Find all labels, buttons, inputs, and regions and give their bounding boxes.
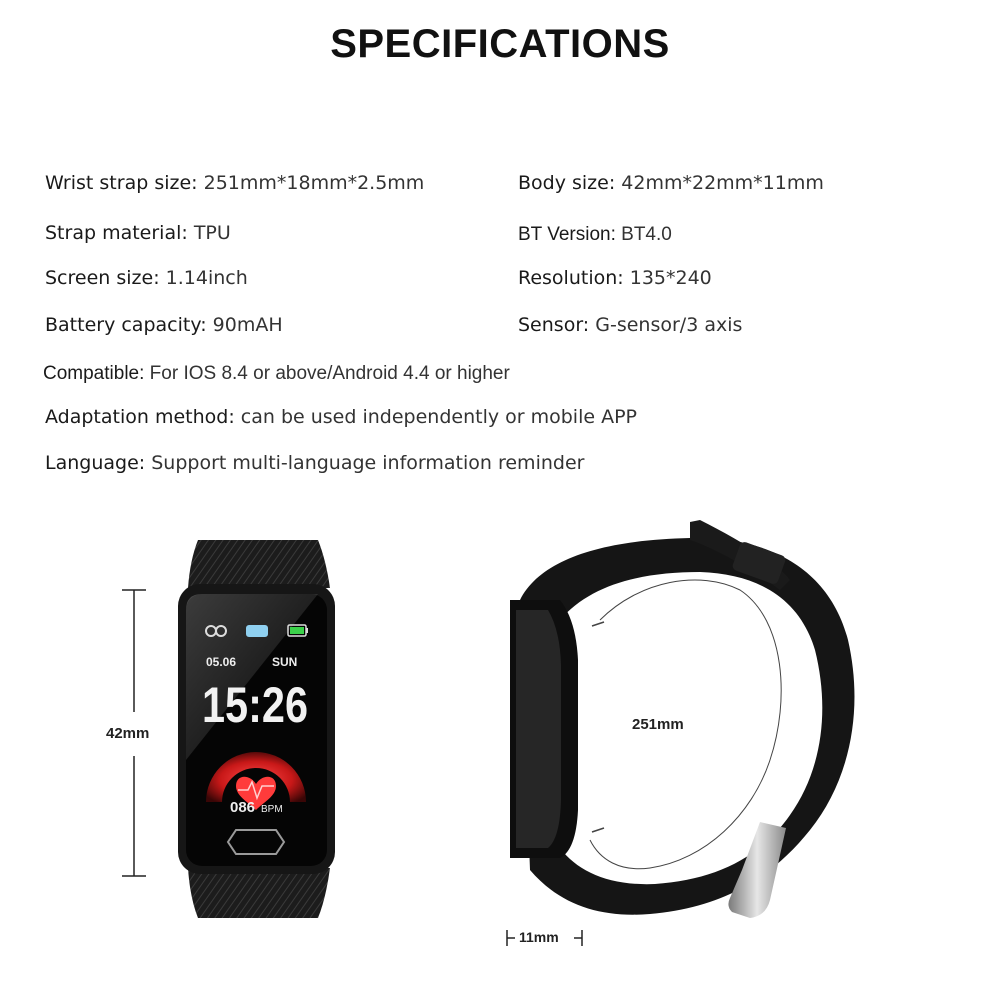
spec-value: 90mAH: [212, 314, 283, 336]
spec-value: 42mm*22mm*11mm: [621, 172, 824, 194]
spec-key: Wrist strap size:: [45, 172, 198, 194]
height-dimension-label: 42mm: [106, 725, 150, 742]
spec-value: For IOS 8.4 or above/Android 4.4 or higher: [149, 363, 510, 384]
spec-value: can be used independently or mobile APP: [240, 406, 638, 428]
spec-key: Adaptation method:: [45, 406, 235, 428]
spec-value: 1.14inch: [165, 267, 248, 289]
spec-value: BT4.0: [621, 224, 672, 245]
watch-glass-side: [516, 610, 561, 848]
page-title: SPECIFICATIONS: [330, 22, 670, 66]
spec-key: Strap material:: [45, 222, 188, 244]
heart-rate-value: 086: [230, 799, 256, 816]
spec-value: TPU: [193, 222, 231, 244]
watch-day: SUN: [272, 655, 298, 669]
spec-key: Battery capacity:: [45, 314, 207, 336]
spec-key: Compatible:: [43, 363, 145, 384]
spec-key: Resolution:: [518, 267, 624, 289]
spec-key: Language:: [45, 452, 146, 474]
spec-key: Body size:: [518, 172, 616, 194]
spec-value: Support multi-language information reminder: [151, 452, 585, 474]
spec-key: Sensor:: [518, 314, 590, 336]
strap-length-label: 251mm: [632, 716, 684, 733]
thickness-dimension-label: 11mm: [519, 929, 559, 945]
spec-value: 251mm*18mm*2.5mm: [203, 172, 425, 194]
heart-rate-unit: BPM: [261, 804, 283, 815]
watch-time: 15:26: [202, 677, 308, 733]
spec-value: G-sensor/3 axis: [595, 314, 743, 336]
spec-key: BT Version:: [518, 224, 616, 245]
watch-date: 05.06: [206, 655, 237, 669]
spec-value: 135*240: [629, 267, 712, 289]
spec-key: Screen size:: [45, 267, 160, 289]
